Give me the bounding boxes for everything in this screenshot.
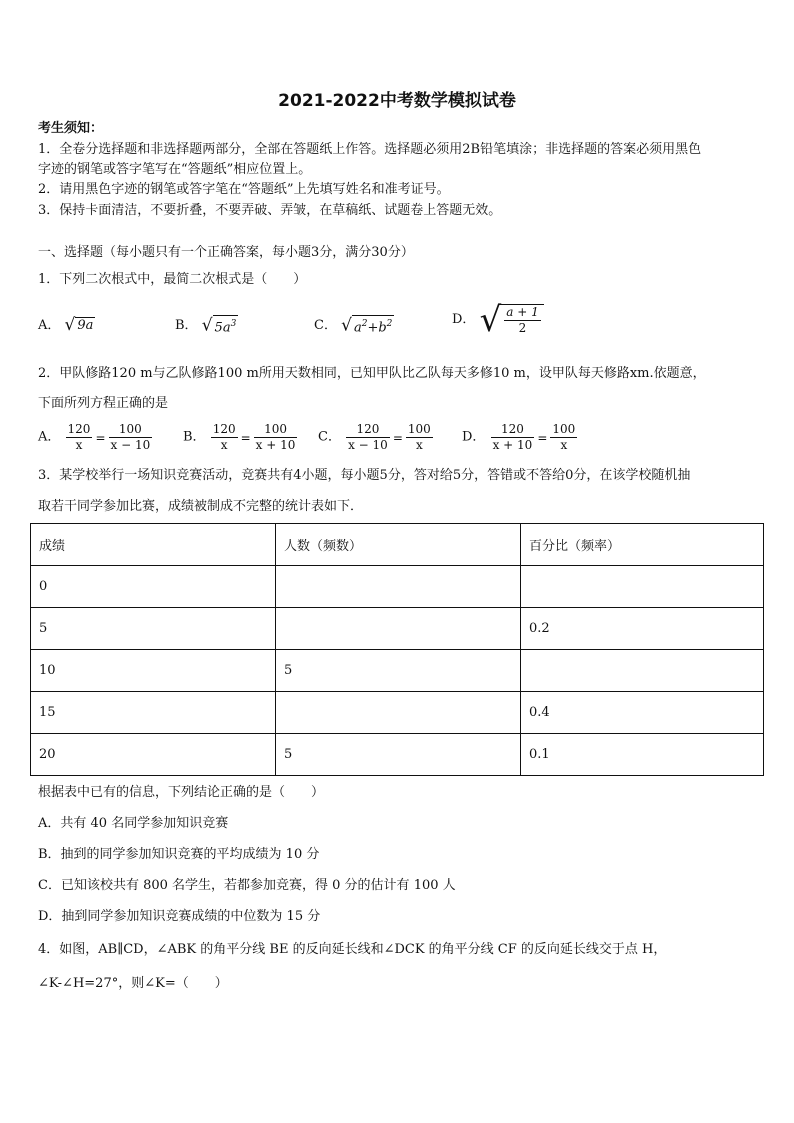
table-row xyxy=(31,566,764,608)
section-heading: 一、选择题（每小题只有一个正确答案，每小题3分，满分30分） xyxy=(38,245,414,260)
notice-item: 1．全卷分选择题和非选择题两部分，全部在答题纸上作答。选择题必须用2B铅笔填涂；非选择题的答案必须用黑色 xyxy=(38,142,702,157)
table-row xyxy=(31,650,764,692)
fraction-numerator: 100 xyxy=(109,422,153,438)
q3-option-d: D．抽到同学参加知识竞赛成绩的中位数为 15 分 xyxy=(38,909,321,924)
plus-sign: + xyxy=(367,320,379,336)
sqrt-expression: √ $a^2+b^2$ xyxy=(341,315,393,336)
statistics-table xyxy=(30,523,764,776)
table-header-cell: 成绩 xyxy=(31,524,276,566)
table-cell xyxy=(521,566,764,608)
table-row xyxy=(31,608,764,650)
option-label: A． xyxy=(38,429,61,445)
table-row xyxy=(31,734,764,776)
notice-label: 考生须知： xyxy=(38,121,104,136)
fraction-numerator: 120 xyxy=(212,422,236,436)
q3-option-a: A．共有 40 名同学参加知识竞赛 xyxy=(38,816,229,831)
table-cell: 5 xyxy=(276,734,521,776)
page-title: 2021-2022中考数学模拟试卷 xyxy=(278,91,516,111)
q2-option-d: D． $\frac{120}{x + 10}$ = $\frac{100}{x}$ xyxy=(462,422,576,452)
table-cell: 0.1 xyxy=(521,734,764,776)
question-1-stem: 1．下列二次根式中，最简二次根式是（ ） xyxy=(38,272,307,287)
question-2-stem-cont: 下面所列方程正确的是 xyxy=(38,396,169,411)
table-row xyxy=(31,692,764,734)
table-cell: 0.4 xyxy=(521,692,764,734)
fraction-denominator: 2 xyxy=(518,321,527,335)
question-3-stem: 3．某学校举行一场知识竞赛活动，竞赛共有4小题，每小题5分，答对给5分，答错或不答给0分，在该学校随机抽 xyxy=(38,468,691,483)
option-label: D． xyxy=(452,312,476,327)
table-cell: 0 xyxy=(31,566,276,608)
fraction-numerator: 120 xyxy=(346,422,390,438)
fraction-numerator: 120 xyxy=(67,422,91,436)
fraction-numerator: 100 xyxy=(407,422,431,436)
q1-option-a xyxy=(38,315,95,336)
option-label: B． xyxy=(183,429,206,445)
fraction-denominator: x − 10 xyxy=(348,438,388,452)
fraction-denominator: x − 10 xyxy=(110,438,151,452)
question-2-stem: 2．甲队修路120 m与乙队修路100 m所用天数相同，已知甲队比乙队每天多修10 m，设甲队每天修路xm.依题意， xyxy=(38,366,706,381)
table-cell: 0.2 xyxy=(521,608,764,650)
fraction-numerator: a + 1 xyxy=(506,305,539,319)
table-header-cell: 人数（频数） xyxy=(276,524,521,566)
question-4-stem: 4．如图，AB∥CD，∠ABK 的角平分线 BE 的反向延长线和∠DCK 的角平分线 CF 的反向延长线交于点 H， xyxy=(38,942,667,957)
table-cell xyxy=(276,692,521,734)
table-cell xyxy=(276,608,521,650)
notice-item: 字迹的钢笔或答字笔写在“答题纸”相应位置上。 xyxy=(38,162,312,177)
q2-option-c: C． $\frac{120}{x - 10}$ = $\frac{100}{x}$ xyxy=(318,422,431,452)
table-header-cell: 百分比（频率） xyxy=(521,524,764,566)
q2-option-b: B． $\frac{120}{x}$ = $\frac{100}{x + 10}$ xyxy=(183,422,296,452)
sqrt-expression: √ $5a^3$ xyxy=(201,315,237,336)
fraction-numerator: 100 xyxy=(254,422,298,438)
question-3-stem-cont: 取若干同学参加比赛，成绩被制成不完整的统计表如下． xyxy=(38,499,364,514)
option-label: A． xyxy=(38,317,61,333)
table-cell: 5 xyxy=(31,608,276,650)
radicand: 9a xyxy=(77,317,94,333)
table-cell: 5 xyxy=(276,650,521,692)
q1-option-b xyxy=(175,315,238,336)
q1-option-c xyxy=(314,315,394,336)
option-label: C． xyxy=(318,429,341,445)
notice-item: 3．保持卡面清洁，不要折叠，不要弄破、弄皱，在草稿纸、试题卷上答题无效。 xyxy=(38,203,502,218)
fraction-denominator: x xyxy=(75,438,83,452)
sqrt-expression: √ $\frac{a + 1}{2}$ xyxy=(480,304,544,336)
table-cell xyxy=(276,566,521,608)
radicand-a: a xyxy=(353,320,362,336)
fraction-denominator: x + 10 xyxy=(255,438,296,452)
q3-option-c: C．已知该校共有 800 名学生，若都参加竞赛，得 0 分的估计有 100 人 xyxy=(38,878,456,893)
exponent: 3 xyxy=(230,319,237,329)
q2-option-a: A． $\frac{120}{x}$ = $\frac{100}{x - 10}$ xyxy=(38,422,151,452)
radicand-b: b xyxy=(378,320,387,336)
table-header-row xyxy=(31,524,764,566)
table-cell: 10 xyxy=(31,650,276,692)
question-4-stem-cont: ∠K-∠H=27°，则∠K=（ ） xyxy=(38,976,228,991)
exponent-a: 2 xyxy=(361,319,368,329)
table-cell: 15 xyxy=(31,692,276,734)
table-cell xyxy=(521,650,764,692)
option-label: C． xyxy=(314,318,337,334)
q1-option-d xyxy=(452,300,544,340)
sqrt-expression: √ 9a xyxy=(64,315,94,335)
fraction-denominator: x + 10 xyxy=(492,438,533,452)
table-cell: 20 xyxy=(31,734,276,776)
fraction-denominator: x xyxy=(560,438,568,452)
fraction-denominator: x xyxy=(415,438,423,452)
option-label: B． xyxy=(175,318,198,334)
radicand: 5a xyxy=(214,320,231,336)
fraction-numerator: 120 xyxy=(491,422,535,438)
q3-option-b: B．抽到的同学参加知识竞赛的平均成绩为 10 分 xyxy=(38,847,320,862)
fraction-denominator: x xyxy=(220,438,228,452)
option-label: D． xyxy=(462,429,486,445)
notice-item: 2．请用黑色字迹的钢笔或答字笔在“答题纸”上先填写姓名和准考证号。 xyxy=(38,182,450,197)
exponent-b: 2 xyxy=(386,319,393,329)
question-3-prompt: 根据表中已有的信息，下列结论正确的是（ ） xyxy=(38,785,325,800)
fraction-numerator: 100 xyxy=(552,422,576,436)
